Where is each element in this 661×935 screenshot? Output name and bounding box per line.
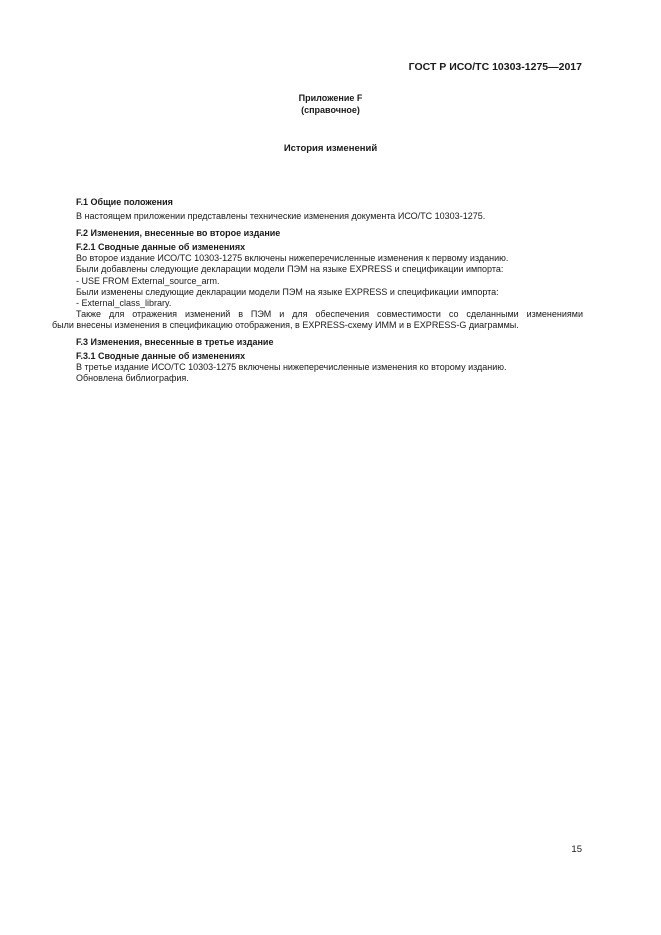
section-f3-line-2: Обновлена библиография.	[76, 373, 189, 384]
section-f2-line-1: Во второе издание ИСО/ТС 10303-1275 включены нижеперечисленные изменения к первому изданию.	[76, 253, 509, 264]
history-title: История изменений	[283, 143, 378, 154]
section-f2-heading: F.2 Изменения, внесенные во второе издание	[76, 228, 281, 239]
section-f2-1-heading: F.2.1 Сводные данные об изменениях	[76, 242, 246, 253]
page-number: 15	[571, 844, 582, 855]
document-code: ГОСТ Р ИСО/ТС 10303-1275—2017	[408, 61, 582, 73]
section-f3-1-heading: F.3.1 Сводные данные об изменениях	[76, 351, 246, 362]
section-f2-line-6b: были внесены изменения в спецификацию отображения, в EXPRESS-схему ИММ и в EXPRESS-G диаграммы.	[52, 319, 519, 330]
section-f2-line-5: - External_class_library.	[76, 297, 172, 308]
section-f3-line-1: В третье издание ИСО/ТС 10303-1275 включены нижеперечисленные изменения ко второму изданию.	[76, 362, 507, 373]
annex-subtitle: (справочное)	[301, 105, 360, 115]
document-body	[52, 197, 583, 384]
section-f3-heading: F.3 Изменения, внесенные в третье издание	[76, 337, 274, 348]
annex-title: Приложение F	[298, 93, 363, 103]
section-f2-line-3: - USE FROM External_source_arm.	[76, 275, 220, 286]
section-f1-heading: F.1 Общие положения	[76, 197, 173, 207]
section-f2-line-4: Были изменены следующие декларации модели ПЭМ на языке EXPRESS и спецификации импорта:	[76, 286, 499, 297]
section-f2-line-6a: Также для отражения изменений в ПЭМ и для обеспечения совместимости со сделанными изменениями	[76, 308, 583, 319]
section-f1-text: В настоящем приложении представлены технические изменения документа ИСО/ТС 10303-1275.	[76, 211, 486, 222]
section-f2-line-2: Были добавлены следующие декларации модели ПЭМ на языке EXPRESS и спецификации импорта:	[76, 264, 504, 275]
